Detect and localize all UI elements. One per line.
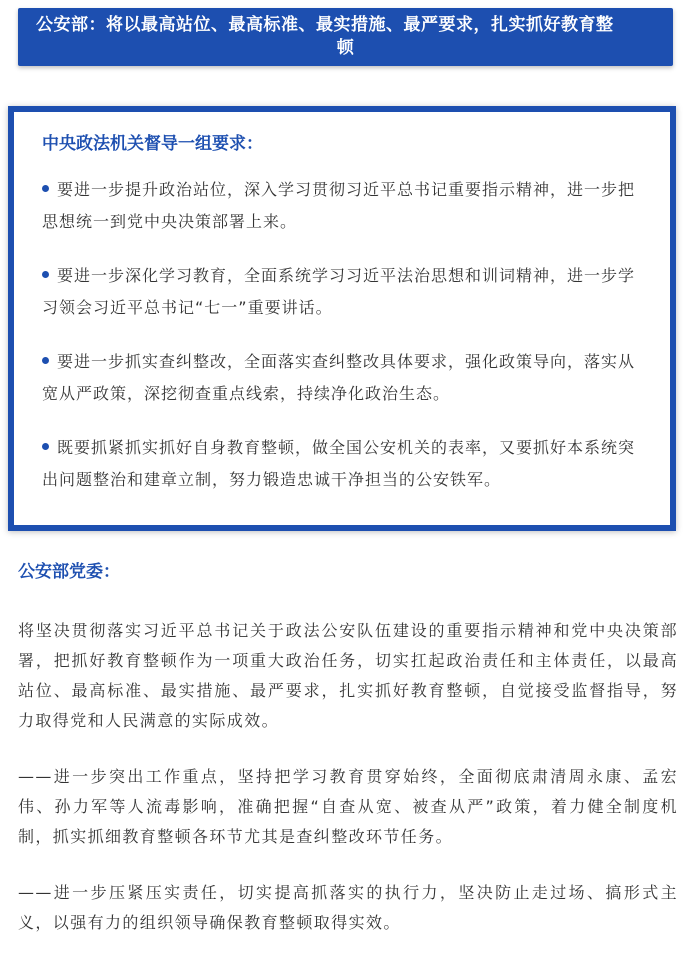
party-committee-content bbox=[18, 616, 678, 964]
bullet-dot-icon bbox=[42, 271, 49, 278]
bullet-dot-icon bbox=[42, 443, 49, 450]
title-line-1: 公安部：将以最高站位、最高标准、最实措施、最严要求，扎实抓好教育整 bbox=[36, 15, 614, 35]
bullet-dot-icon bbox=[42, 357, 49, 364]
supervision-item bbox=[42, 432, 640, 496]
supervision-box bbox=[8, 106, 676, 531]
supervision-item bbox=[42, 174, 640, 238]
paragraph: 将坚决贯彻落实习近平总书记关于政法公安队伍建设的重要指示精神和党中央决策部署，把抓好教育整顿作为一项重大政治任务，切实扛起政治责任和主体责任，以最高站位、最高标准、最实措施、最严要求，扎实抓好教育整顿，自觉接受监督指导，努力取得党和人民满意的实际成效。 bbox=[18, 621, 678, 730]
supervision-heading: 中央政法机关督导一组要求： bbox=[42, 134, 263, 154]
paragraph: ——进一步压紧压实责任，切实提高抓落实的执行力，坚决防止走过场、搞形式主义，以强有力的组织领导确保教育整顿取得实效。 bbox=[18, 883, 678, 932]
supervision-item bbox=[42, 346, 640, 410]
bullet-dot-icon bbox=[42, 185, 49, 192]
supervision-item-text: 要进一步抓实查纠整改，全面落实查纠整改具体要求，强化政策导向，落实从宽从严政策，深挖彻查重点线索，持续净化政治生态。 bbox=[42, 352, 636, 403]
supervision-item-text: 要进一步提升政治站位，深入学习贯彻习近平总书记重要指示精神，进一步把思想统一到党中央决策部署上来。 bbox=[42, 180, 636, 231]
supervision-item-text: 既要抓紧抓实抓好自身教育整顿，做全国公安机关的表率，又要抓好本系统突出问题整治和建章立制，努力锻造忠诚干净担当的公安铁军。 bbox=[42, 438, 636, 489]
supervision-item bbox=[42, 260, 640, 324]
supervision-item-text: 要进一步深化学习教育，全面系统学习习近平法治思想和训词精神，进一步学习领会习近平总书记“七一”重要讲话。 bbox=[42, 266, 636, 317]
party-committee-heading: 公安部党委： bbox=[18, 562, 120, 582]
paragraph: ——进一步突出工作重点，坚持把学习教育贯穿始终，全面彻底肃清周永康、孟宏伟、孙力军等人流毒影响，准确把握“自查从宽、被查从严”政策，着力健全制度机制，抓实抓细教育整顿各环节尤其是查纠整改环节任务。 bbox=[18, 767, 678, 846]
title-banner bbox=[18, 8, 673, 66]
title-line-2: 顿 bbox=[336, 38, 355, 58]
